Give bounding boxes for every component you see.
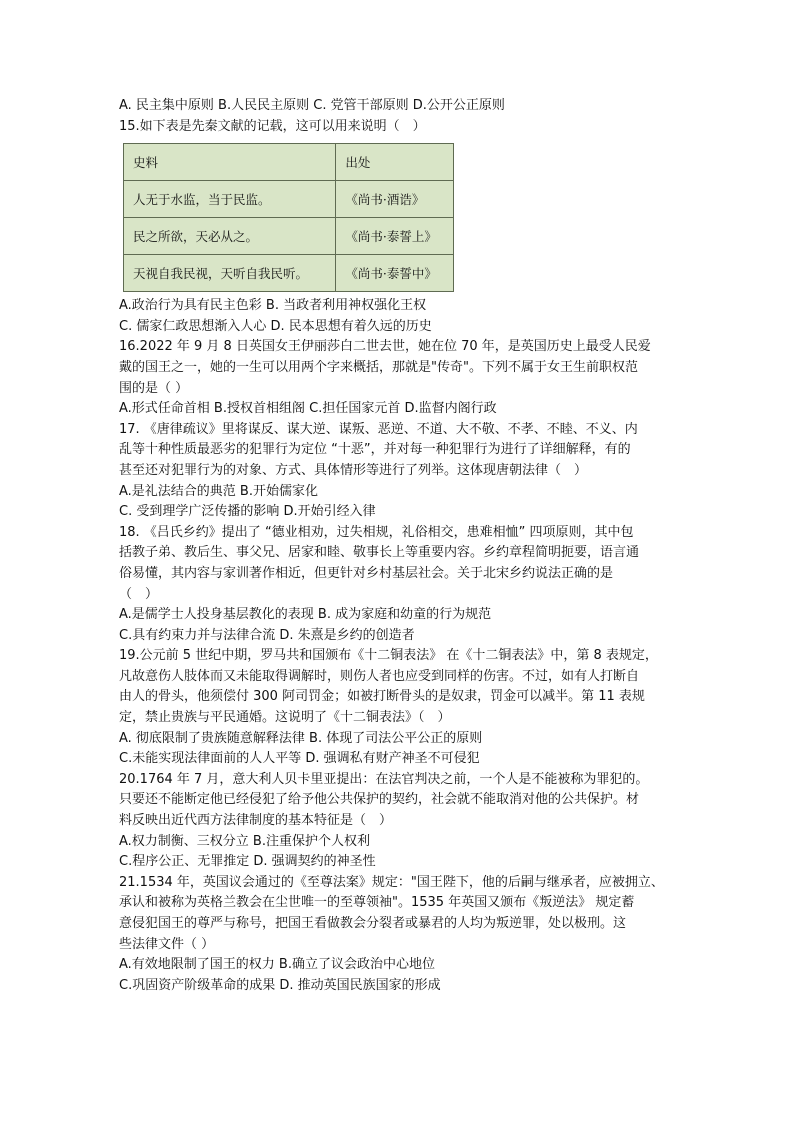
exam-page — [119, 96, 679, 996]
text-line: A.是儒学士人投身基层教化的表现 B. 成为家庭和幼童的行为规范 — [119, 607, 492, 623]
table-cell: 人无于水监，当于民监。 — [124, 181, 336, 218]
table-cell: 《尚书·酒诰》 — [336, 181, 454, 218]
text-line: 15.如下表是先秦文献的记载，这可以用来说明（ ） — [119, 118, 426, 134]
text-line: A.权力制衡、三权分立 B.注重保护个人权利 — [119, 833, 370, 849]
text-line: 由人的骨头，他须偿付 300 阿司罚金；如被打断骨头的是奴隶，罚金可以减半。第 11 表规 — [119, 689, 645, 705]
text-line: 些法律文件（ ） — [119, 936, 215, 952]
table-row — [124, 181, 454, 218]
source-table — [123, 143, 454, 292]
text-line: 20.1764 年 7 月，意大利人贝卡里亚提出：在法官判决之前，一个人是不能被称为罪犯的。 — [119, 771, 649, 787]
text-line: 16.2022 年 9 月 8 日英国女王伊丽莎白二世去世，她在位 70 年，是英国历史上最受人民爱 — [119, 339, 651, 355]
text-line: A.是礼法结合的典范 B.开始儒家化 — [119, 483, 318, 499]
text-line: 21.1534 年，英国议会通过的《至尊法案》规定："国王陛下，他的后嗣与继承者，应被拥立、 — [119, 874, 664, 890]
text-line: 18. 《吕氏乡约》提出了 “德业相劝，过失相规，礼俗相交，患难相恤” 四项原则，其中包 — [119, 524, 634, 540]
text-line: 承认和被称为英格兰教会在尘世唯一的至尊领袖"。1535 年英国又颁布《叛逆法》 规定蓄 — [119, 895, 635, 911]
table-header-row — [124, 144, 454, 181]
text-block-after-table — [119, 296, 679, 996]
text-line: A.有效地限制了国王的权力 B.确立了议会政治中心地位 — [119, 957, 435, 973]
table-cell: 民之所欲，天必从之。 — [124, 218, 336, 255]
text-line: C.未能实现法律面前的人人平等 D. 强调私有财产神圣不可侵犯 — [119, 751, 480, 767]
text-line: 乱等十种性质最恶劣的犯罪行为定位 “十恶”，并对每一种犯罪行为进行了详细解释，有的 — [119, 442, 631, 458]
text-block-before-table — [119, 96, 679, 137]
table-header-cell: 出处 — [336, 144, 454, 181]
text-line: 料反映出近代西方法律制度的基本特征是（ ） — [119, 813, 393, 829]
table-row — [124, 218, 454, 255]
text-line: 甚至还对犯罪行为的对象、方式、具体情形等进行了列举。这体现唐朝法律（ ） — [119, 462, 588, 478]
table-cell: 《尚书·泰誓上》 — [336, 218, 454, 255]
text-line: A. 彻底限制了贵族随意解释法律 B. 体现了司法公平公正的原则 — [119, 730, 483, 746]
text-line: 17. 《唐律疏议》里将谋反、谋大逆、谋叛、恶逆、不道、大不敬、不孝、不睦、不义、内 — [119, 421, 638, 437]
text-line: （ ） — [119, 586, 159, 602]
text-line: A.政治行为具有民主色彩 B. 当政者利用神权强化王权 — [119, 298, 427, 314]
table-cell: 《尚书·泰誓中》 — [336, 255, 454, 292]
text-line: C. 儒家仁政思想渐入人心 D. 民本思想有着久远的历史 — [119, 318, 432, 334]
text-line: A.形式任命首相 B.授权首相组阁 C.担任国家元首 D.监督内阁行政 — [119, 401, 497, 417]
table-cell: 天视自我民视，天听自我民听。 — [124, 255, 336, 292]
text-line: 围的是（ ） — [119, 380, 189, 396]
text-line: C.程序公正、无罪推定 D. 强调契约的神圣性 — [119, 854, 376, 870]
text-line: 戴的国王之一，她的一生可以用两个字来概括，那就是"传奇"。下列不属于女王生前职权范 — [119, 359, 638, 375]
table-row — [124, 255, 454, 292]
text-line: C.巩固资产阶级革命的成果 D. 推动英国民族国家的形成 — [119, 977, 441, 993]
text-line: 只要还不能断定他已经侵犯了给予他公共保护的契约，社会就不能取消对他的公共保护。材 — [119, 792, 640, 808]
text-line: 括教子弟、教后生、事父兄、居家和睦、敬事长上等重要内容。乡约章程简明扼要，语言通 — [119, 545, 640, 561]
table-header-cell: 史料 — [124, 144, 336, 181]
text-line: 凡故意伤人肢体而又未能取得调解时，则伤人者也应受到同样的伤害。不过，如有人打断自 — [119, 668, 640, 684]
text-line: 俗易懂，其内容与家训著作相近，但更针对乡村基层社会。关于北宋乡约说法正确的是 — [119, 565, 614, 581]
text-line: 意侵犯国王的尊严与称号，把国王看做教会分裂者或暴君的人均为叛逆罪，处以极刑。这 — [119, 916, 627, 931]
text-line: 19.公元前 5 世纪中期，罗马共和国颁布《十二铜表法》 在《十二铜表法》中，第 8 表规定， — [119, 648, 658, 664]
text-line: 定，禁止贵族与平民通婚。这说明了《十二铜表法》（ ） — [119, 710, 451, 726]
text-line: C.具有约束力并与法律合流 D. 朱熹是乡约的创造者 — [119, 627, 415, 643]
text-line: A. 民主集中原则 B.人民民主原则 C. 党管干部原则 D.公开公正原则 — [119, 98, 505, 113]
text-line: C. 受到理学广泛传播的影响 D.开始引经入律 — [119, 504, 376, 520]
source-table-wrapper — [123, 143, 679, 292]
